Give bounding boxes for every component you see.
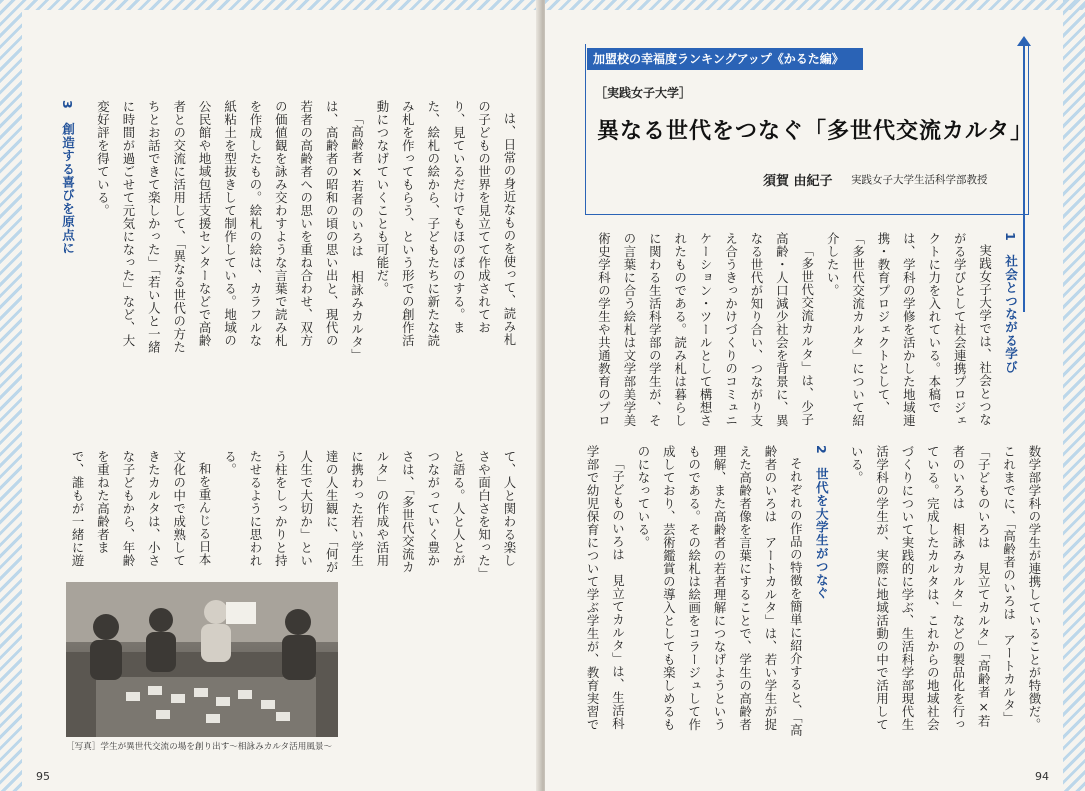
- university-label: ［実践女子大学］: [595, 86, 692, 100]
- left-decorative-top: [0, 0, 540, 10]
- section-heading-1: 1 社会とつながる学び: [1003, 232, 1018, 374]
- right-page: [545, 0, 1085, 791]
- left-column-top: [60, 100, 522, 358]
- paragraph: それぞれの作品の特徴を簡単に紹介すると、「高齢者のいろは アートカルタ」は、若い学生が捉えた高齢者像を言葉にすることで、学生の高齢者理解、また高齢者の若者理解につなげようというものである。その絵札は絵画をコラージュして作成しており、芸術鑑賞の導入としても楽しめるものになっている。: [635, 445, 804, 738]
- section-heading-3: 3 創造する喜びを原点に: [60, 100, 76, 255]
- left-decorative-edge: [0, 0, 22, 791]
- karuta-activity-photo: [66, 582, 338, 737]
- photo-caption: ［写真］学生が異世代交流の場を創り出す～相詠みカルタ活用風景～: [66, 742, 333, 752]
- paragraph: て、人と関わる楽しさや面白さを知った」と語る。人と人とがつながっていく豊かさは、「多世代交流カルタ」の作成や活用に携わった若い学生達の人生観に、「何が人生で大切か」という柱をしっかりと持たせるように思われる。: [222, 450, 517, 574]
- paragraph: 和を重んじる日本文化の中で成熟してきたカルタは、小さな子どもから、年齢を重ねた高齢者まで、誰もが一緒に遊: [70, 450, 213, 567]
- author-name: 須賀 由紀子: [763, 174, 833, 189]
- right-decorative-top: [545, 0, 1085, 10]
- page-number: 95: [36, 770, 50, 783]
- right-column-bottom: [585, 445, 1047, 740]
- section-heading-2: 2 世代を大学生がつなぐ: [813, 445, 829, 600]
- left-page: [0, 0, 540, 791]
- paragraph: 「高齢者×若者のいろは 相詠みカルタ」は、高齢者の昭和の頃の思い出と、現代の若者の高齢者への思いを重ね合わせ、双方の価値観を詠み交わすような言葉で読み札を作成したもの。絵札の絵は、カラフルな紙粘土を型抜きして制作している。地域の公民館や地域包括支援センターなどで高齢者との交流に活用して、「異なる世代の方たちとお話できて楽しかった」「若い人と一緒に時間が過ごせて元気になった」など、大変好評を得ている。: [95, 100, 365, 356]
- arrow-line: [1023, 44, 1025, 312]
- paragraph: は、日常の身近なものを使って、読み札の子どもの世界を見立てて作成されており、見ているだけでもほのぼのする。また、絵札の絵から、子どもたちに新たな読み札を作ってもらう、という形での創作活動につなげていくことも可能だ。: [374, 100, 517, 347]
- left-column-bottom: [60, 450, 522, 575]
- author-affiliation: 実践女子大学生活科学部教授: [851, 174, 988, 186]
- paragraph: 「多世代交流カルタ」は、少子高齢・人口減少社会を背景に、異なる世代が知り合い、つながり支え合うきっかけづくりのコミュニケーション・ツールとして構想されたものである。読み札は暮らしに関わる生活科学部の学生が、その言葉に合う絵札は文学部美学美術史学科の学生や共通教育のプロ: [596, 232, 815, 427]
- paragraph: 数学部学科の学生が連携していることが特徴だ。これまでに、「高齢者のいろは アートカルタ」「子どものいろは 見立てカルタ」「高齢者×若者のいろは 相詠みカルタ」などの製品化を行っている。完成したカルタは、これからの地域社会づくりについて実践的に学ぶ、生活科学部現代生活学科の学生が、実際に地域活動の中で活用している。: [849, 445, 1042, 731]
- article-title: 異なる世代をつなぐ「多世代交流カルタ」: [597, 119, 1034, 144]
- arrow-up-icon: [1017, 36, 1031, 46]
- paragraph: 「子どものいろは 見立てカルタ」は、生活科学部で幼児保育について学ぶ学生が、教育実習で: [585, 445, 626, 731]
- right-decorative-edge: [1063, 0, 1085, 791]
- paragraph: 実践女子大学では、社会とつながる学びとして社会連携プロジェクトに力を入れている。本稿では、学科の学修を活かした地域連携・教育プロジェクトとして、「多世代交流カルタ」について紹介したい。: [825, 232, 993, 427]
- page-number: 94: [1035, 770, 1049, 783]
- right-column-top: [585, 232, 1023, 432]
- series-banner: 加盟校の幸福度ランキングアップ《かるた編》: [587, 48, 863, 70]
